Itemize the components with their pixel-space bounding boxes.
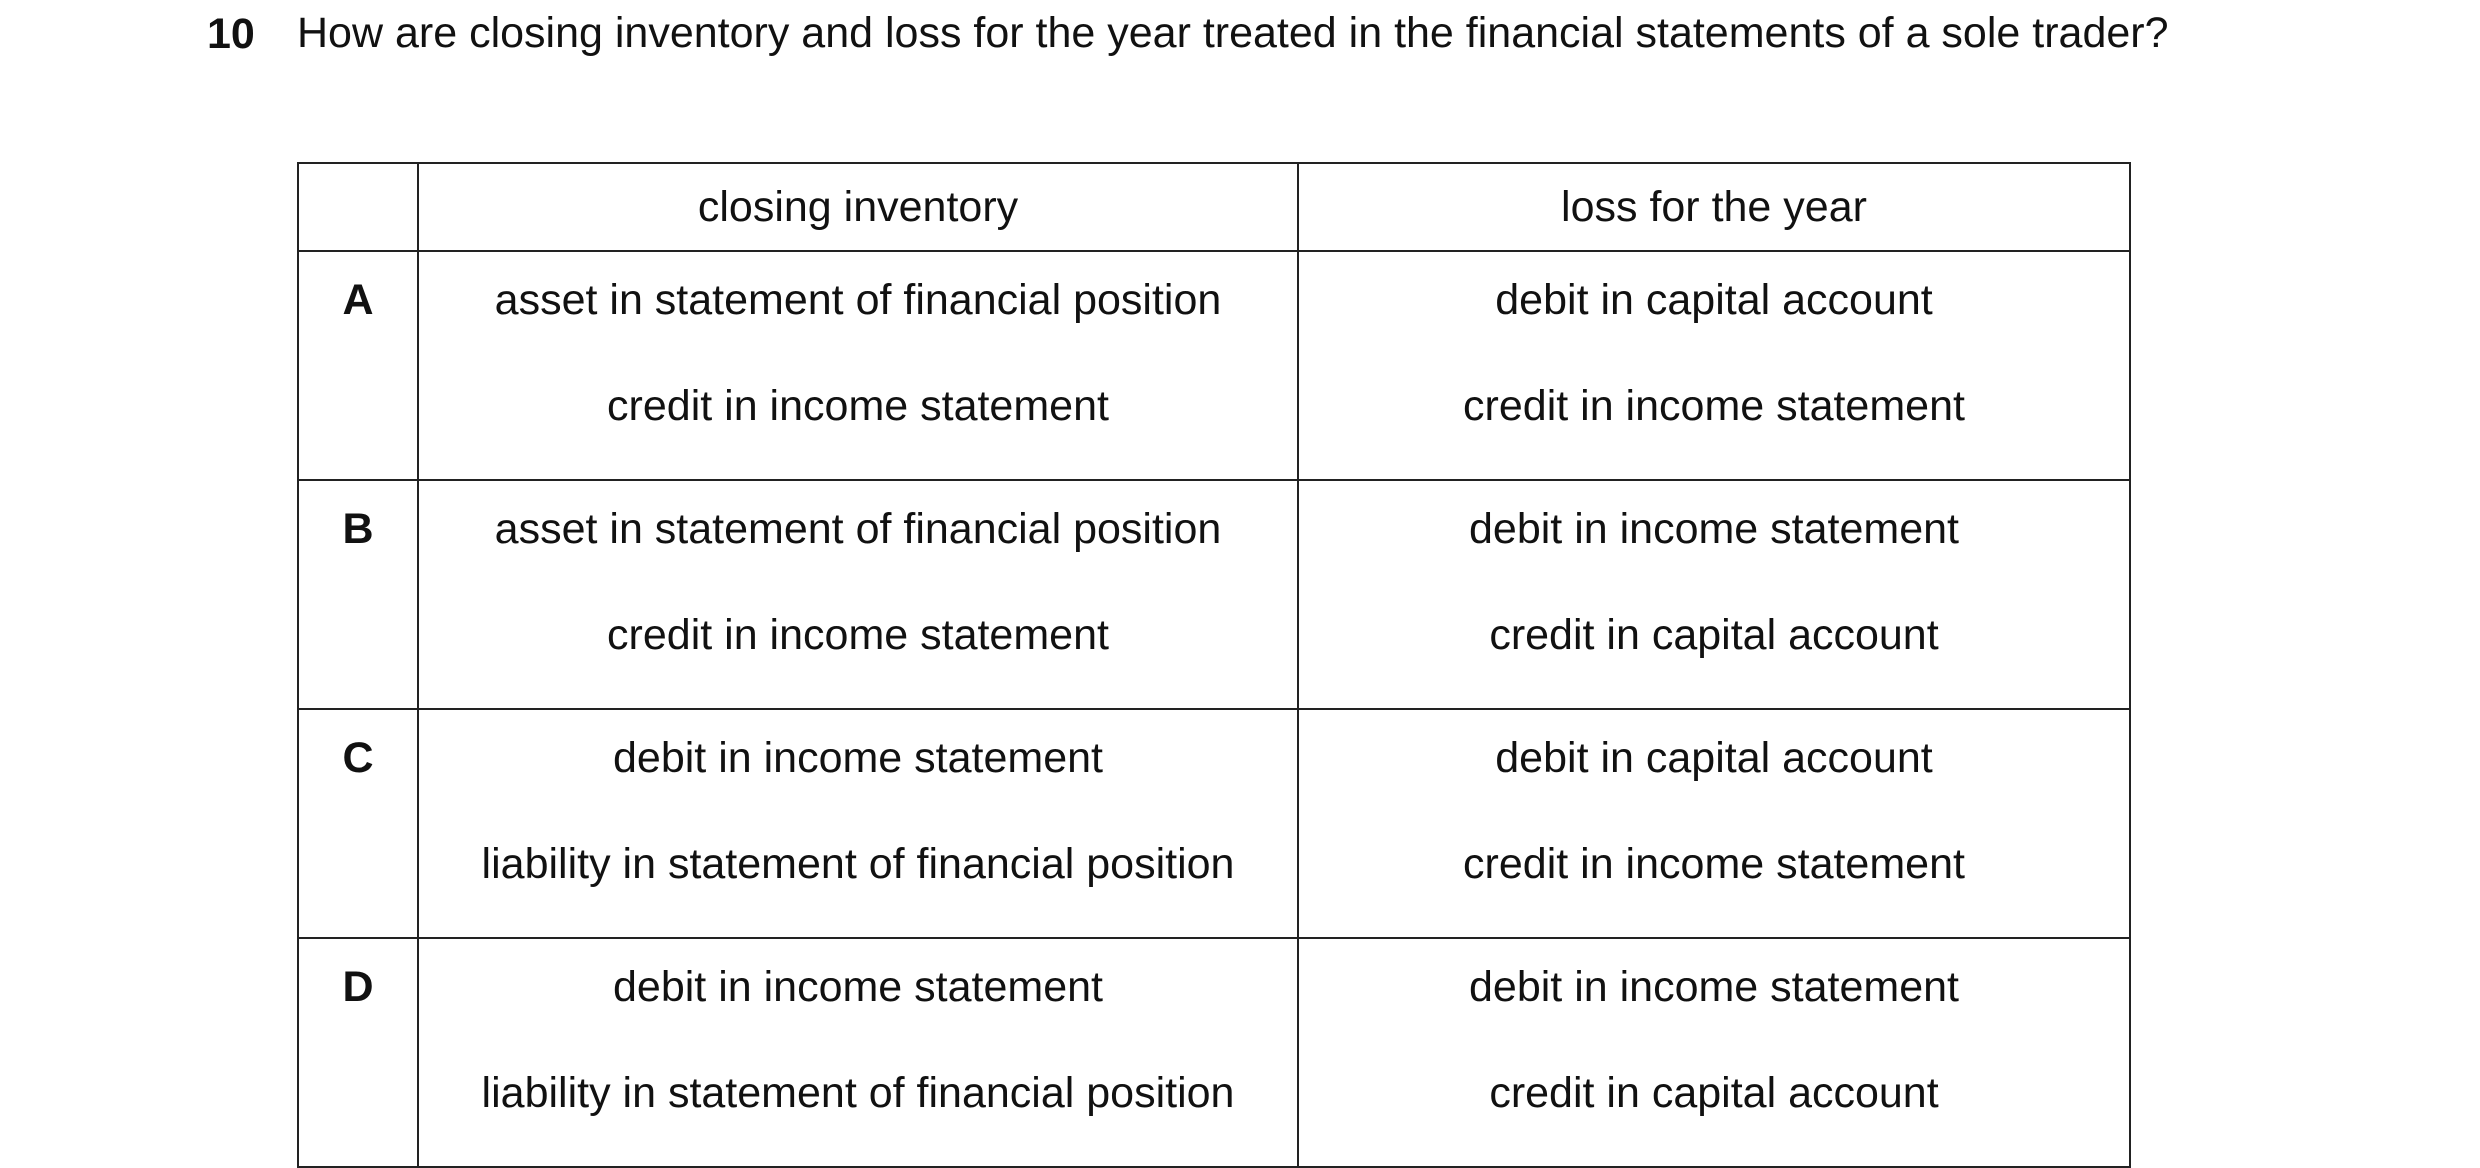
closing-inventory-cell bbox=[418, 251, 1298, 480]
option-row-d bbox=[298, 938, 2130, 1167]
loss-for-the-year-cell bbox=[1298, 480, 2130, 709]
cell-line: debit in capital account bbox=[1495, 276, 1933, 324]
option-letter: C bbox=[298, 709, 418, 938]
closing-inventory-cell bbox=[418, 938, 1298, 1167]
option-row-b bbox=[298, 480, 2130, 709]
loss-for-the-year-cell bbox=[1298, 251, 2130, 480]
cell-line: liability in statement of financial position bbox=[481, 1069, 1235, 1117]
table-header-row bbox=[298, 163, 2130, 251]
cell-line: debit in income statement bbox=[613, 963, 1103, 1011]
cell-line: credit in capital account bbox=[1489, 1069, 1939, 1117]
option-row-a bbox=[298, 251, 2130, 480]
question-text: How are closing inventory and loss for the year treated in the financial statements of a sole trader? bbox=[297, 9, 2169, 57]
cell-line: credit in income statement bbox=[1463, 840, 1965, 888]
cell-line: debit in income statement bbox=[613, 734, 1103, 782]
cell-line: credit in income statement bbox=[607, 611, 1109, 659]
cell-line: credit in capital account bbox=[1489, 611, 1939, 659]
cell-line: asset in statement of financial position bbox=[494, 505, 1222, 553]
cell-line: debit in income statement bbox=[1469, 963, 1959, 1011]
loss-for-the-year-cell bbox=[1298, 709, 2130, 938]
closing-inventory-cell bbox=[418, 709, 1298, 938]
option-letter: B bbox=[298, 480, 418, 709]
cell-line: liability in statement of financial position bbox=[481, 840, 1235, 888]
header-loss-for-the-year: loss for the year bbox=[1298, 163, 2130, 251]
answer-options-table bbox=[297, 162, 2131, 1168]
closing-inventory-cell bbox=[418, 480, 1298, 709]
cell-line: debit in income statement bbox=[1469, 505, 1959, 553]
option-letter: A bbox=[298, 251, 418, 480]
question-number: 10 bbox=[207, 10, 255, 58]
option-letter: D bbox=[298, 938, 418, 1167]
header-cell-empty bbox=[298, 163, 418, 251]
cell-line: asset in statement of financial position bbox=[494, 276, 1222, 324]
loss-for-the-year-cell bbox=[1298, 938, 2130, 1167]
cell-line: credit in income statement bbox=[1463, 382, 1965, 430]
option-row-c bbox=[298, 709, 2130, 938]
cell-line: credit in income statement bbox=[607, 382, 1109, 430]
header-closing-inventory: closing inventory bbox=[418, 163, 1298, 251]
cell-line: debit in capital account bbox=[1495, 734, 1933, 782]
